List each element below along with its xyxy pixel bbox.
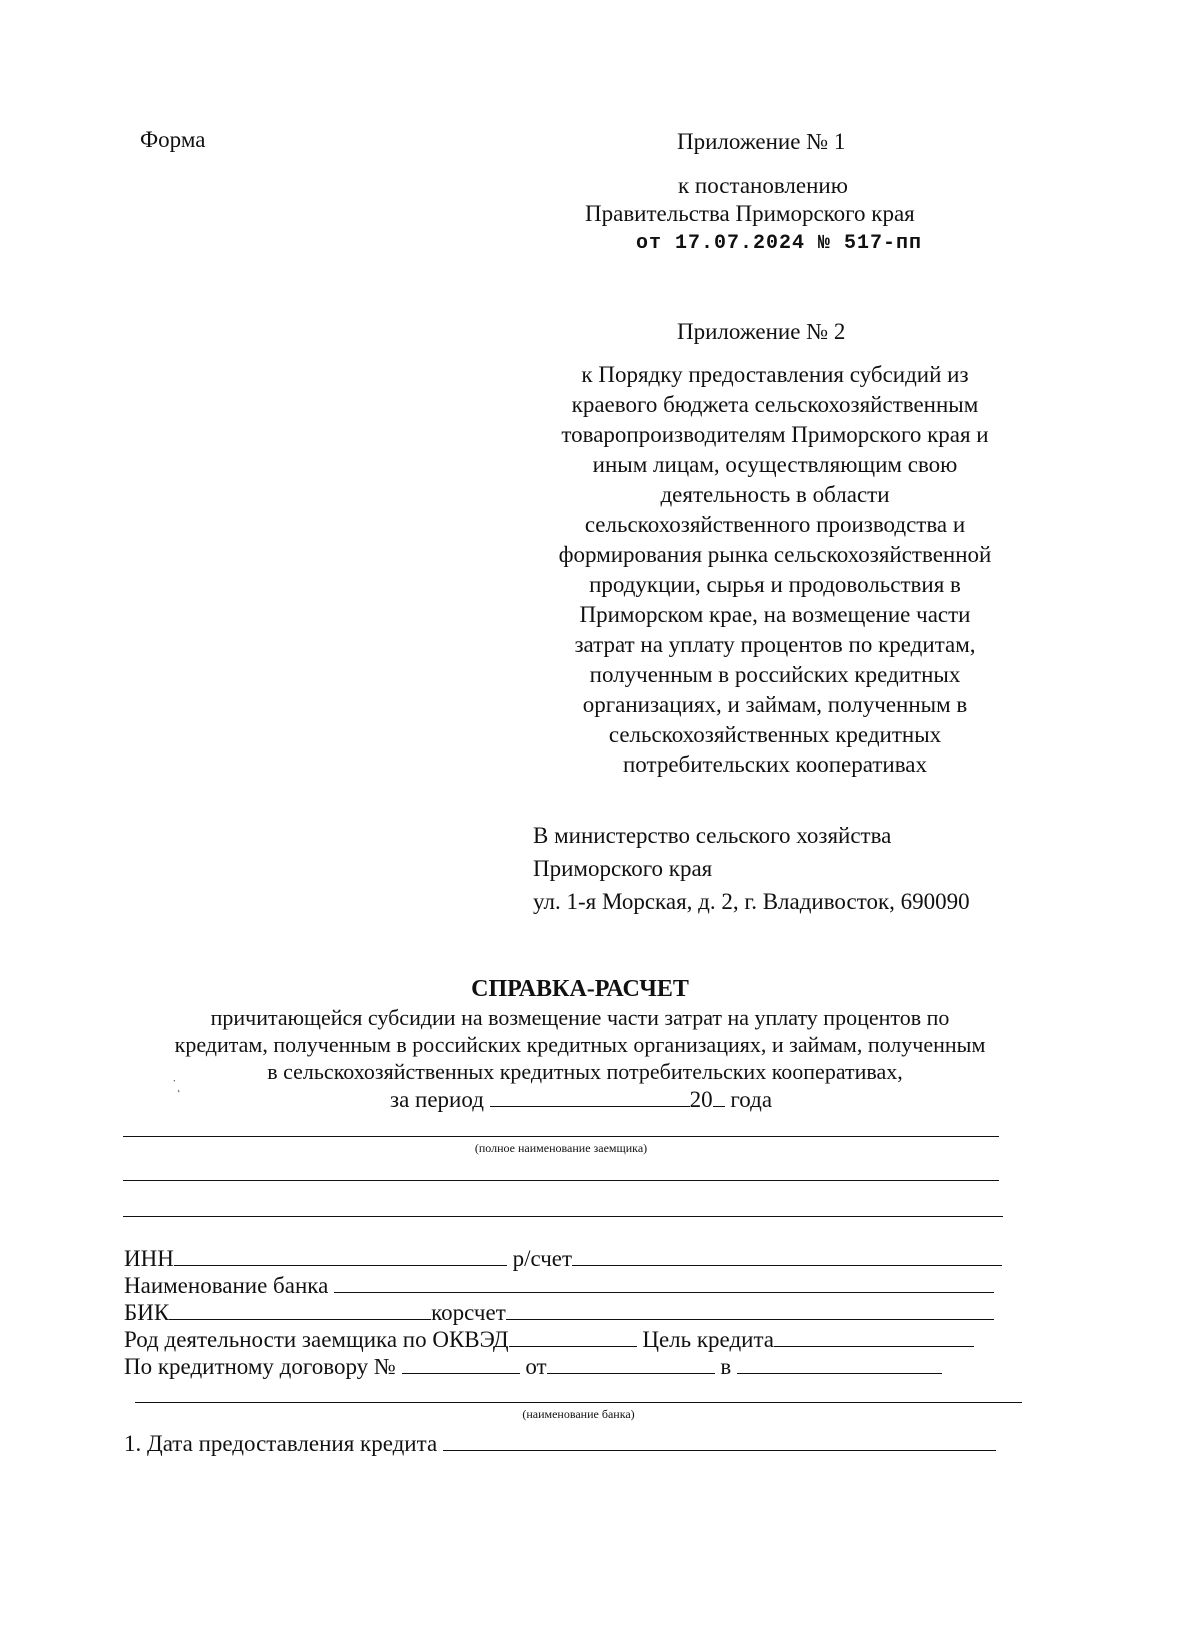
period-year-input[interactable] bbox=[713, 1084, 725, 1107]
resolution-label: к постановлению bbox=[678, 173, 848, 198]
okved-label: Род деятельности заемщика по ОКВЭД bbox=[124, 1327, 509, 1352]
contract-from-label: от bbox=[525, 1354, 547, 1379]
bank-row bbox=[124, 1270, 994, 1298]
bik-label: БИК bbox=[124, 1300, 170, 1325]
bik-row bbox=[124, 1297, 994, 1325]
bank-name-label: Наименование банка bbox=[124, 1273, 329, 1298]
title-line: в сельскохозяйственных кредитных потребительских кооперативах, bbox=[267, 1059, 903, 1084]
procedure-line: затрат на уплату процентов по кредитам, bbox=[574, 632, 976, 657]
item-1-label: 1. Дата предоставления кредита bbox=[124, 1431, 438, 1456]
procedure-line: потребительских кооперативах bbox=[623, 752, 927, 777]
contract-number-field[interactable] bbox=[402, 1351, 520, 1374]
period-year: 20 bbox=[689, 1087, 713, 1112]
procedure-line: организациях, и займам, полученным в bbox=[582, 692, 968, 717]
procedure-line: полученным в российских кредитных bbox=[589, 662, 961, 687]
credit-purpose-label: Цель кредита bbox=[642, 1327, 774, 1352]
procedure-line: формирования рынка сельскохозяйственной bbox=[558, 542, 992, 567]
bank-name-field[interactable] bbox=[334, 1270, 994, 1293]
account-field[interactable] bbox=[572, 1243, 1002, 1266]
corr-account-field[interactable] bbox=[506, 1297, 994, 1320]
addressee-address: ул. 1-я Морская, д. 2, г. Владивосток, 690090 bbox=[533, 889, 970, 914]
borrower-name-line[interactable] bbox=[123, 1136, 999, 1137]
procedure-line: сельскохозяйственных кредитных bbox=[608, 722, 942, 747]
account-label: р/счет bbox=[512, 1246, 573, 1271]
registration-stamp: от 17.07.2024 № 517-пп bbox=[636, 232, 923, 255]
corr-account-label: корсчет bbox=[431, 1300, 506, 1325]
item-1-row bbox=[124, 1428, 996, 1456]
procedure-line: товаропроизводителям Приморского края и bbox=[561, 422, 989, 447]
procedure-line: краевого бюджета сельскохозяйственным bbox=[571, 392, 979, 417]
contract-label: По кредитному договору № bbox=[124, 1354, 396, 1379]
okved-row bbox=[124, 1324, 974, 1352]
procedure-line: деятельность в области bbox=[660, 482, 890, 507]
bank-caption: (наименование банка) bbox=[522, 1407, 635, 1421]
procedure-line: Приморском крае, на возмещение части bbox=[579, 602, 971, 627]
bank-name-line[interactable] bbox=[135, 1402, 1022, 1403]
contract-bank-field[interactable] bbox=[737, 1351, 942, 1374]
title-line: причитающейся субсидии на возмещение части затрат на уплату процентов по bbox=[210, 1005, 950, 1030]
credit-purpose-field[interactable] bbox=[774, 1324, 974, 1347]
addressee-line: Приморского края bbox=[533, 856, 713, 881]
period-suffix: года bbox=[730, 1087, 773, 1112]
title-line: кредитам, полученным в российских кредитных организациях, и займам, полученным bbox=[174, 1032, 986, 1057]
procedure-line: иным лицам, осуществляющим свою bbox=[592, 452, 958, 477]
form-label: Форма bbox=[140, 127, 206, 152]
addressee-line: В министерство сельского хозяйства bbox=[533, 823, 892, 848]
borrower-name-line-3[interactable] bbox=[123, 1216, 1003, 1217]
document-title: СПРАВКА-РАСЧЕТ bbox=[471, 976, 689, 1002]
appendix-2-label: Приложение № 2 bbox=[677, 319, 846, 344]
inn-row bbox=[124, 1243, 1002, 1271]
inn-field[interactable] bbox=[174, 1243, 507, 1266]
period-line bbox=[390, 1084, 772, 1112]
contract-row bbox=[124, 1351, 942, 1379]
inn-label: ИНН bbox=[124, 1246, 174, 1271]
borrower-caption: (полное наименование заемщика) bbox=[474, 1141, 648, 1155]
contract-date-field[interactable] bbox=[547, 1351, 715, 1374]
okved-field[interactable] bbox=[509, 1324, 637, 1347]
contract-in-label: в bbox=[720, 1354, 732, 1379]
procedure-line: сельскохозяйственного производства и bbox=[584, 512, 966, 537]
scan-mark: ˙ͺ bbox=[172, 1078, 182, 1093]
credit-date-field[interactable] bbox=[443, 1428, 996, 1451]
government-label: Правительства Приморского края bbox=[585, 201, 915, 226]
period-input[interactable] bbox=[490, 1084, 690, 1107]
procedure-line: продукции, сырья и продовольствия в bbox=[589, 572, 961, 597]
appendix-1-label: Приложение № 1 bbox=[677, 129, 846, 154]
period-prefix: за период bbox=[390, 1087, 484, 1112]
procedure-reference bbox=[500, 360, 1050, 780]
bik-field[interactable] bbox=[169, 1297, 431, 1320]
borrower-name-line-2[interactable] bbox=[123, 1180, 999, 1181]
procedure-line: к Порядку предоставления субсидий из bbox=[581, 362, 969, 387]
